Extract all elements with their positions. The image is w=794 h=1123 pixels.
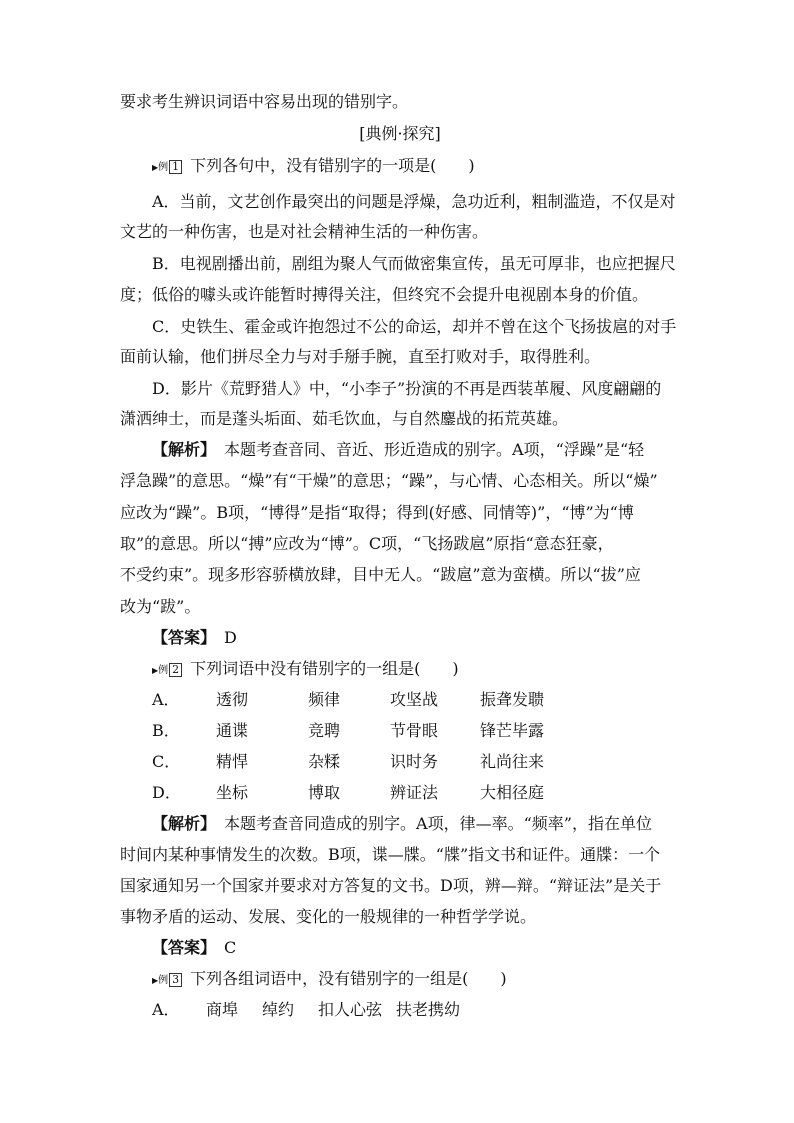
question-text: 下列各句中，没有错别字的一项是( )	[190, 156, 475, 175]
example3-option-a	[152, 1000, 680, 1020]
example-word: 例	[158, 162, 169, 173]
example2-analysis-line2: 时间内某种事情发生的次数。B项，谍—牒。“牒”指文书和证件。通牒：一个	[120, 845, 661, 864]
option-d-line1: D．影片《荒野猎人》中，“小李子”扮演的不再是西装革履、风度翩翩的	[152, 379, 662, 398]
triangle-icon: ▶	[152, 666, 159, 675]
option-word: 辨证法	[390, 783, 439, 802]
triangle-icon: ▶	[152, 163, 159, 172]
option-word: 通谍	[216, 721, 249, 740]
option-word: 商埠	[206, 1000, 239, 1019]
option-letter: D．	[152, 783, 181, 802]
analysis-text: 本题考查音同、音近、形近造成的别字。A项，“浮躁”是“轻	[224, 440, 645, 459]
example1-analysis-line2: 浮急躁”的意思。“燥”有“干燥”的意思；“躁”，与心情、心态相关。所以“燥”	[120, 471, 658, 490]
answer-label: 【答案】	[152, 938, 209, 957]
option-word: 攻坚战	[390, 690, 439, 709]
example1-analysis-line6: 改为“跋”。	[120, 597, 201, 616]
option-c-line2: 面前认输，他们拼尽全力与对手掰手腕，直至打败对手，取得胜利。	[120, 347, 601, 366]
example1-marker	[152, 160, 182, 175]
triangle-icon: ▶	[152, 976, 159, 985]
option-word: 博取	[308, 783, 341, 802]
option-word: 扣人心弦	[318, 1000, 383, 1019]
example3-marker	[152, 973, 182, 988]
example1-question	[152, 156, 680, 176]
option-word: 礼尚往来	[480, 752, 545, 771]
option-c-line1: C．史铁生、霍金或许抱怨过不公的命运，却并不曾在这个飞扬拔扈的对手	[152, 317, 677, 336]
option-letter: C．	[152, 752, 181, 771]
option-word: 杂糅	[308, 752, 341, 771]
example-number: 2	[169, 663, 182, 677]
option-letter: B．	[152, 721, 180, 740]
example2-option-c	[152, 752, 680, 772]
answer-label: 【答案】	[152, 628, 209, 647]
example2-option-a	[152, 690, 680, 710]
answer-value: C	[224, 938, 237, 957]
example2-analysis-line3: 国家通知另一个国家并要求对方答复的文书。D项，辨—辩。“辩证法”是关于	[120, 876, 662, 895]
option-word: 竞聘	[308, 721, 341, 740]
example2-analysis-line4: 事物矛盾的运动、发展、变化的一般规律的一种哲学学说。	[120, 907, 537, 926]
example1-analysis-line5: 不受约束”。现多形容骄横放肆，目中无人。“跋扈”意为蛮横。所以“拔”应	[120, 565, 641, 584]
option-word: 锋芒毕露	[480, 721, 545, 740]
option-word: 透彻	[216, 690, 249, 709]
example-number: 1	[169, 160, 182, 174]
example1-analysis-line4: 取”的意思。所以“搏”应改为“博”。C项，“飞扬跋扈”原指“意态狂豪，	[120, 534, 614, 553]
section-title: [典例·探究]	[359, 124, 441, 143]
question-text: 下列各组词语中，没有错别字的一组是( )	[190, 969, 507, 988]
example2-question	[152, 659, 680, 679]
question-text: 下列词语中没有错别字的一组是( )	[190, 659, 459, 678]
option-word: 坐标	[216, 783, 249, 802]
option-word: 识时务	[390, 752, 439, 771]
option-b-line1: B．电视剧播出前，剧组为聚人气而做密集宣传，虽无可厚非，也应把握尺	[152, 254, 676, 273]
example2-marker	[152, 663, 182, 678]
example2-option-b	[152, 721, 680, 741]
analysis-text: 本题考查音同造成的别字。A项，律—率。“频率”，指在单位	[224, 814, 652, 833]
option-word: 大相径庭	[480, 783, 545, 802]
option-letter: A．	[152, 690, 180, 709]
option-a-line1: A．当前，文艺创作最突出的问题是浮燥，急功近利，粗制滥造，不仅是对	[152, 192, 676, 211]
example-word: 例	[158, 975, 169, 986]
example3-question	[152, 969, 680, 989]
example1-answer	[152, 628, 680, 648]
example-number: 3	[169, 973, 182, 987]
analysis-label: 【解析】	[152, 814, 209, 833]
option-b-line2: 度；低俗的噱头或许能暂时搏得关注，但终究不会提升电视剧本身的价值。	[120, 285, 649, 304]
example2-analysis-line1	[152, 814, 680, 834]
example2-answer	[152, 938, 680, 958]
option-word: 精悍	[216, 752, 249, 771]
option-word: 扶老携幼	[396, 1000, 461, 1019]
example1-analysis-line3: 应改为“躁”。B项，“博得”是指“取得；得到(好感、同情等)”，“博”为“博	[120, 503, 634, 522]
option-word: 振聋发聩	[480, 690, 545, 709]
intro-text: 要求考生辨识词语中容易出现的错别字。	[120, 92, 409, 111]
example-word: 例	[158, 665, 169, 676]
option-word: 节骨眼	[390, 721, 439, 740]
option-a-line2: 文艺的一种伤害，也是对社会精神生活的一种伤害。	[120, 222, 489, 241]
example2-option-d	[152, 783, 680, 803]
option-d-line2: 潇洒绅士，而是蓬头垢面、茹毛饮血，与自然鏖战的拓荒英雄。	[120, 409, 569, 428]
option-letter: A．	[152, 1000, 180, 1019]
option-word: 绰约	[262, 1000, 295, 1019]
answer-value: D	[224, 628, 237, 647]
option-word: 频律	[308, 690, 341, 709]
example1-analysis-line1	[152, 440, 680, 460]
analysis-label: 【解析】	[152, 440, 209, 459]
